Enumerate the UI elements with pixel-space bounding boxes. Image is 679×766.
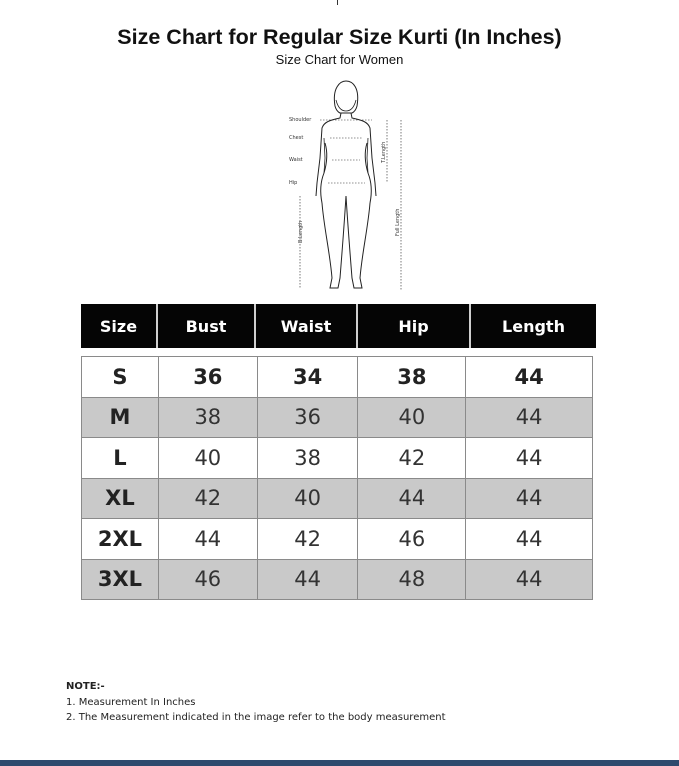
b-length-label: B.Length bbox=[298, 220, 304, 243]
bust-cell: 36 bbox=[158, 357, 257, 398]
table-row bbox=[82, 438, 593, 479]
size-cell: XL bbox=[82, 478, 159, 519]
top-tick-mark bbox=[337, 0, 338, 5]
length-cell: 44 bbox=[466, 519, 593, 560]
table-row bbox=[82, 559, 593, 600]
bust-cell: 42 bbox=[158, 478, 257, 519]
t-length-label: T.Length bbox=[381, 141, 387, 163]
notes-title: NOTE:- bbox=[66, 681, 105, 692]
waist-cell: 36 bbox=[257, 397, 358, 438]
size-table bbox=[81, 356, 593, 600]
hip-cell: 38 bbox=[358, 357, 466, 398]
hip-cell: 44 bbox=[358, 478, 466, 519]
header-hip: Hip bbox=[358, 304, 471, 348]
hip-cell: 40 bbox=[358, 397, 466, 438]
table-row bbox=[82, 357, 593, 398]
waist-cell: 44 bbox=[257, 559, 358, 600]
bust-cell: 40 bbox=[158, 438, 257, 479]
body-outline-illustration bbox=[280, 78, 410, 296]
waist-cell: 34 bbox=[257, 357, 358, 398]
bottom-bar bbox=[0, 760, 679, 766]
body-measurement-figure bbox=[280, 78, 410, 296]
page-title: Size Chart for Regular Size Kurti (In Inches) bbox=[117, 25, 562, 49]
length-cell: 44 bbox=[466, 397, 593, 438]
hip-cell: 46 bbox=[358, 519, 466, 560]
header-bust: Bust bbox=[158, 304, 256, 348]
table-row bbox=[82, 519, 593, 560]
size-cell: M bbox=[82, 397, 159, 438]
table-header-row bbox=[81, 304, 596, 348]
length-cell: 44 bbox=[466, 357, 593, 398]
header-length: Length bbox=[502, 316, 565, 336]
hip-cell: 42 bbox=[358, 438, 466, 479]
note-item: 1. Measurement In Inches bbox=[66, 696, 196, 708]
length-cell: 44 bbox=[466, 559, 593, 600]
bust-cell: 38 bbox=[158, 397, 257, 438]
waist-cell: 38 bbox=[257, 438, 358, 479]
bust-cell: 44 bbox=[158, 519, 257, 560]
size-cell: S bbox=[82, 357, 159, 398]
page-subtitle: Size Chart for Women bbox=[275, 52, 404, 67]
header-waist: Waist bbox=[256, 304, 358, 348]
size-cell: 2XL bbox=[82, 519, 159, 560]
note-item: 2. The Measurement indicated in the image refer to the body measurement bbox=[66, 712, 446, 723]
full-length-label: Full Length bbox=[395, 208, 401, 236]
waist-cell: 42 bbox=[257, 519, 358, 560]
waist-cell: 40 bbox=[257, 478, 358, 519]
chest-label: Chest bbox=[289, 135, 304, 141]
notes-section bbox=[66, 679, 446, 726]
hip-label: Hip bbox=[289, 180, 298, 186]
shoulder-label: Shoulder bbox=[289, 117, 312, 123]
table-row bbox=[82, 397, 593, 438]
length-cell: 44 bbox=[466, 478, 593, 519]
header-size: Size bbox=[81, 304, 158, 348]
hip-cell: 48 bbox=[358, 559, 466, 600]
size-cell: L bbox=[82, 438, 159, 479]
waist-label: Waist bbox=[289, 157, 303, 163]
table-row bbox=[82, 478, 593, 519]
size-cell: 3XL bbox=[82, 559, 159, 600]
length-cell: 44 bbox=[466, 438, 593, 479]
bust-cell: 46 bbox=[158, 559, 257, 600]
